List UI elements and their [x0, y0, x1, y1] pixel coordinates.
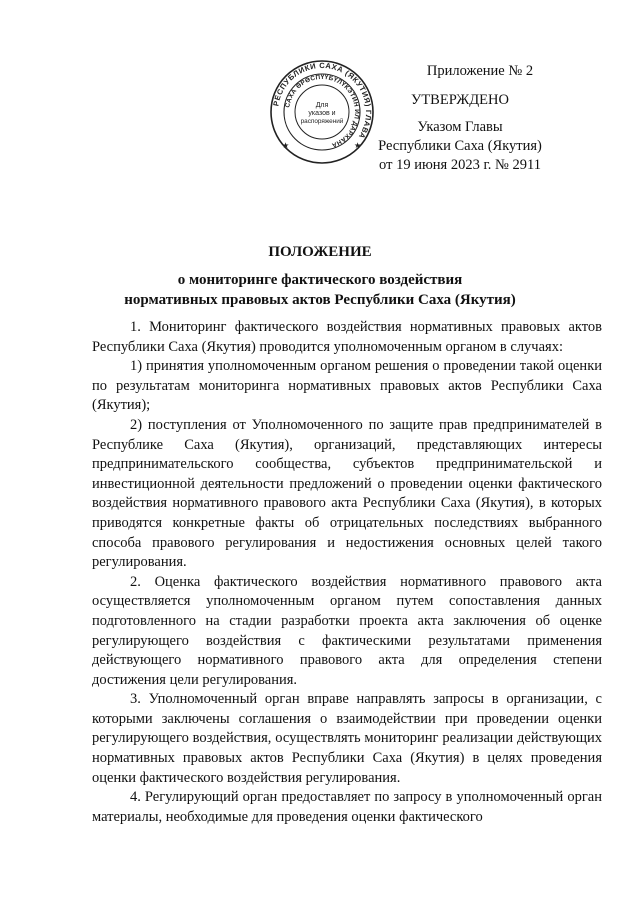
document-title: [0, 244, 640, 310]
decree-line-2: Республики Саха (Якутия): [378, 138, 542, 154]
paragraph: 1. Мониторинг фактического воздействия нормативных правовых актов Республики Саха (Якутия) проводится уполномоченным органом в случаях:: [92, 319, 602, 355]
title-subtitle-line-2: нормативных правовых актов Республики Саха (Якутия): [124, 292, 516, 308]
paragraph: 1) принятия уполномоченным органом решения о проведении такой оценки по результатам мониторинга нормативных правовых актов Республики Саха (Якутия);: [92, 358, 602, 414]
seal-star-left-icon: ★: [282, 141, 290, 150]
paragraph: 3. Уполномоченный орган вправе направлять запросы в организации, с которыми заключены соглашения о взаимодействии при проведении оценки регулирующего воздействия, осуществлять мониторинг реализации действующих нормативных правовых актов Республики Саха (Якутия) в целях проведения оценки фактического воздействия регулирования.: [92, 691, 602, 786]
seal-center-line-3: распоряжений: [300, 118, 344, 125]
paragraph: 2) поступления от Уполномоченного по защите прав предпринимателей в Республике Саха (Якутия), организаций, представляющих интересы предпринимательского сообщества, субъектов предпринимательской и инвестиционной деятельности предложений о проведении оценки фактического воздействия нормативного правового акта Республики Саха (Якутия), в которых приводятся конкретные факты об отрицательных последствиях выбранного способа правового регулирования и недостижения основных целей такого регулирования.: [92, 416, 602, 571]
decree-line-1: Указом Главы: [417, 119, 503, 135]
title-heading: ПОЛОЖЕНИЕ: [268, 244, 372, 260]
paragraph: 4. Регулирующий орган предоставляет по запросу в уполномоченный орган материалы, необходимые для проведения оценки фактического: [92, 789, 602, 825]
seal-center-line-1: Для: [315, 102, 329, 109]
approved-stamp-text: УТВЕРЖДЕНО: [411, 92, 509, 108]
title-subtitle-line-1: о мониторинге фактического воздействия: [177, 272, 463, 288]
paragraph: 2. Оценка фактического воздействия нормативного правового акта осуществляется уполномоченным органом путем сопоставления данных подготовленного на стадии разработки проекта акта заключения об оценке регулирующего воздействия с фактическими результатами применения действующего нормативного правового акта для определения степени достижения цели регулирования.: [92, 573, 602, 688]
annex-number: Приложение № 2: [426, 63, 534, 79]
seal-inner-text: САХА ӨРӨСПҮҮБҮЛҮКЭТИН ИЛ ДАРХАНА: [284, 73, 361, 149]
seal-center-line-2: указов и: [308, 110, 336, 117]
seal-star-right-icon: ★: [354, 141, 362, 150]
seal-outer-text: РЕСПУБЛИКИ САХА (ЯКУТИЯ) ГЛАВА: [271, 60, 374, 141]
decree-line-3: от 19 июня 2023 г. № 2911: [379, 157, 541, 173]
approval-block: [360, 60, 560, 175]
document-body: [92, 318, 602, 827]
